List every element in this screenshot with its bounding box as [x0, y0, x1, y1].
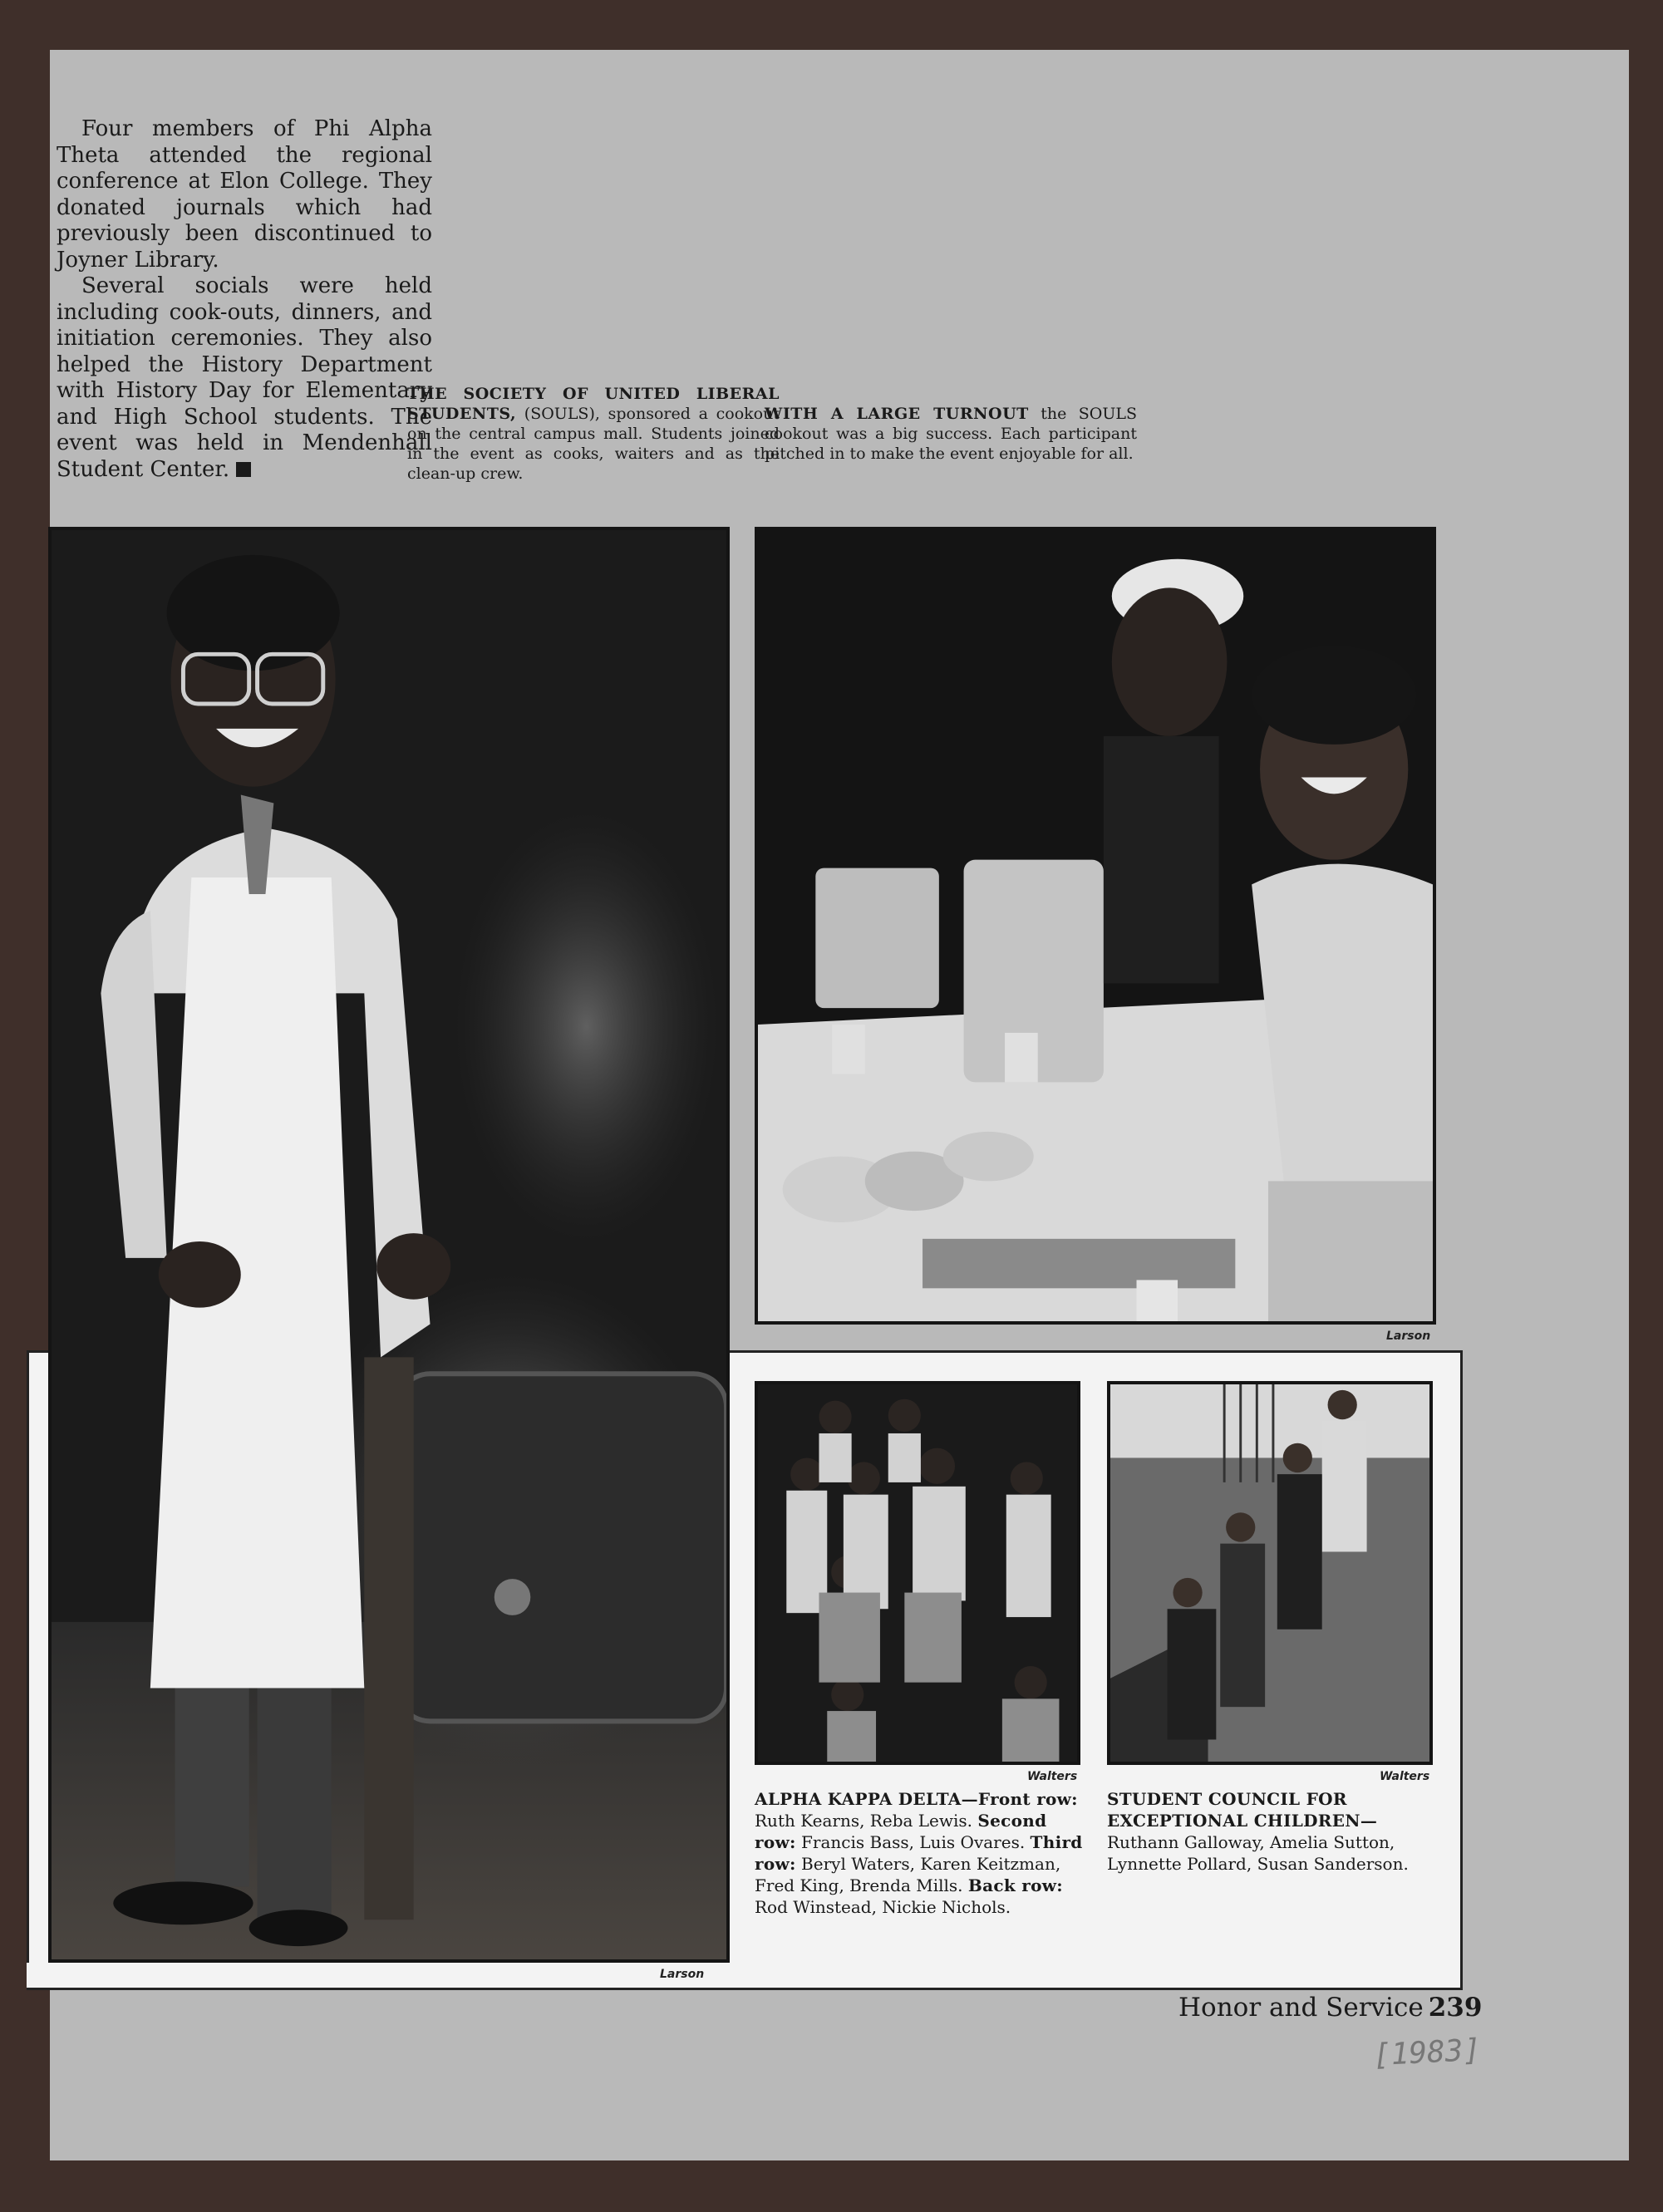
scec-caption [1107, 1788, 1439, 1875]
photo-frame-left [27, 1350, 48, 1990]
turnout-caption [765, 404, 1137, 464]
alpha-kappa-delta-photo [755, 1381, 1080, 1765]
akd-third-label: Third row: [755, 1832, 1083, 1874]
akd-front-label: Front row: [977, 1789, 1078, 1809]
akd-photo-credit: Walters [1027, 1770, 1078, 1783]
food-photo-credit: Larson [1386, 1330, 1431, 1343]
end-mark-icon [236, 462, 251, 477]
souls-caption [407, 384, 780, 484]
akd-third-names: Beryl Waters, Karen Keitzman, Fred King, Brenda Mills. [755, 1854, 1061, 1895]
turnout-caption-lead: WITH A LARGE TURNOUT [765, 405, 1029, 423]
article-paragraph-1: Four members of Phi Alpha Theta attended the regional conference at Elon College. They donated journals which had previously been discontinued to Joyner Library. [57, 116, 432, 273]
souls-caption-text: (SOULS), sponsored a cookout on the central campus mall. Students joined in the event as cooks, waiters and as the clean-up crew. [407, 405, 780, 483]
turnout-caption-text: the SOULS cookout was a big success. Each participant pitched in to make the event enjoyable for all. [765, 405, 1137, 463]
chef-photo [48, 527, 730, 1963]
photo-frame-bottom [27, 1963, 730, 1990]
akd-front-names: Ruth Kearns, Reba Lewis. [755, 1811, 973, 1831]
akd-back-names: Rod Winstead, Nickie Nichols. [755, 1897, 1011, 1917]
souls-caption-lead: THE SOCIETY OF UNITED LIBERAL STUDENTS, [407, 385, 780, 423]
scec-caption-names: Ruthann Galloway, Amelia Sutton, Lynnette Pollard, Susan Sanderson. [1107, 1832, 1409, 1874]
akd-caption-org: ALPHA KAPPA DELTA— [755, 1789, 978, 1809]
akd-second-label: Second row: [755, 1811, 1047, 1852]
akd-back-label: Back row: [967, 1875, 1063, 1895]
scec-caption-org: STUDENT COUNCIL FOR EXCEPTIONAL CHILDREN— [1107, 1789, 1378, 1831]
student-council-photo [1107, 1381, 1433, 1765]
scec-photo-credit: Walters [1380, 1770, 1430, 1783]
akd-second-names: Francis Bass, Luis Ovares. [801, 1832, 1026, 1852]
handwritten-year: [1983] [1372, 2033, 1483, 2073]
article-paragraph-2-text: Several socials were held including cook-outs, dinners, and initiation ceremonies. They also helped the History Department with History Day for Elementary and High School students. The event was held in Mendenhall Student Center. [57, 273, 432, 482]
food-table-photo [755, 527, 1436, 1325]
akd-caption [755, 1788, 1087, 1918]
chef-photo-credit: Larson [660, 1968, 705, 1981]
article-text [57, 116, 432, 483]
page-number: 239 [1428, 1993, 1483, 2023]
page-footer [1178, 1993, 1482, 2023]
article-paragraph-2 [57, 273, 432, 483]
footer-section: Honor and Service [1178, 1993, 1424, 2023]
